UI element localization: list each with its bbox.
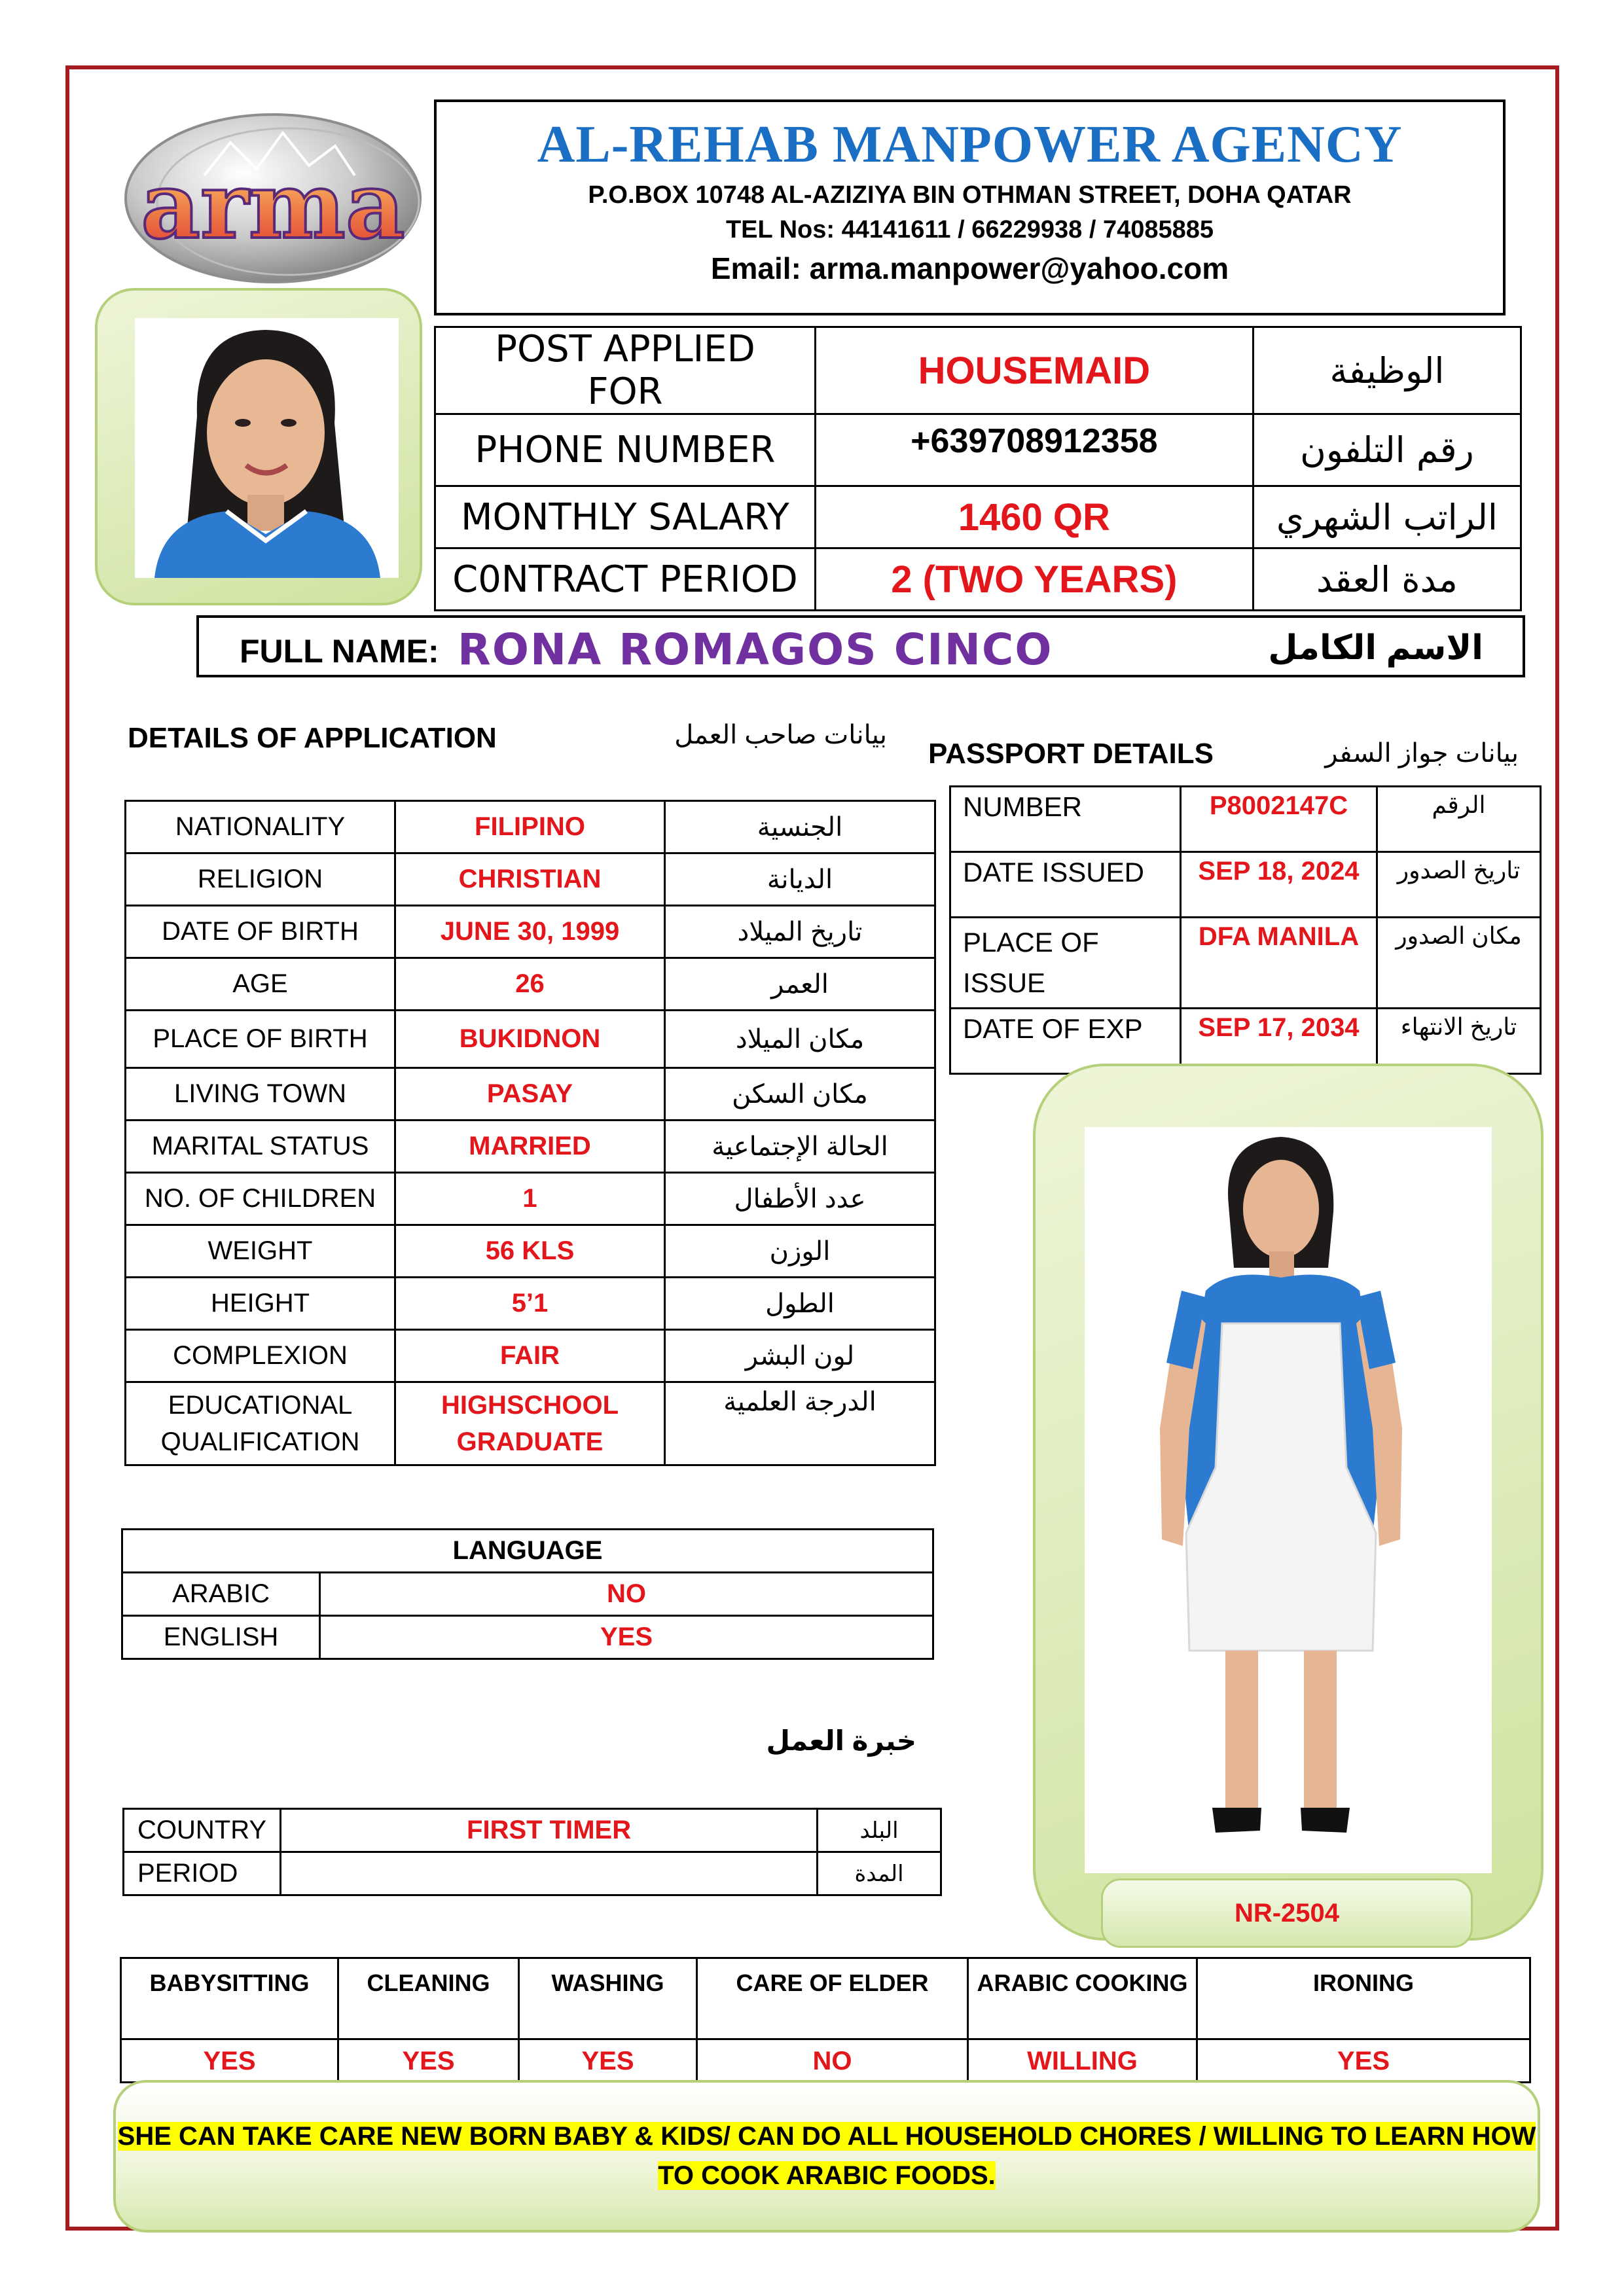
contract-value: 2 (TWO YEARS) xyxy=(815,548,1253,611)
detail-arabic: الطول xyxy=(665,1278,935,1330)
experience-title-arabic: خبرة العمل xyxy=(766,1725,916,1756)
passport-value: P8002147C xyxy=(1181,787,1377,852)
table-row xyxy=(126,958,935,1011)
detail-value: PASAY xyxy=(395,1068,665,1121)
table-row xyxy=(126,906,935,958)
passport-arabic: الرقم xyxy=(1377,787,1541,852)
passport-value: SEP 18, 2024 xyxy=(1181,852,1377,918)
detail-arabic: الوزن xyxy=(665,1225,935,1278)
detail-label: WEIGHT xyxy=(126,1225,395,1278)
language-label: ARABIC xyxy=(122,1573,320,1616)
post-value: HOUSEMAID xyxy=(815,327,1253,414)
details-title-arabic: بيانات صاحب العمل xyxy=(674,721,887,749)
agency-name: AL-REHAB MANPOWER AGENCY xyxy=(537,116,1403,173)
table-row xyxy=(126,1382,935,1465)
detail-value: HIGHSCHOOL GRADUATE xyxy=(395,1382,665,1465)
detail-value: CHRISTIAN xyxy=(395,853,665,906)
remarks-text xyxy=(116,2117,1538,2195)
remarks-box xyxy=(113,2080,1540,2233)
detail-value: 26 xyxy=(395,958,665,1011)
salary-label: MONTHLY SALARY xyxy=(435,486,816,548)
detail-arabic: الجنسية xyxy=(665,801,935,853)
detail-label: LIVING TOWN xyxy=(126,1068,395,1121)
headshot-photo xyxy=(135,318,399,578)
detail-arabic: الحالة الإجتماعية xyxy=(665,1121,935,1173)
table-row xyxy=(126,1278,935,1330)
detail-label: MARITAL STATUS xyxy=(126,1121,395,1173)
passport-arabic: تاريخ الصدور xyxy=(1377,852,1541,918)
experience-value xyxy=(281,1852,818,1895)
passport-label: NUMBER xyxy=(950,787,1181,852)
table-row xyxy=(126,853,935,906)
passport-arabic: تاريخ الانتهاء xyxy=(1377,1009,1541,1074)
skill-value: NO xyxy=(697,2039,968,2083)
passport-label: PLACE OF ISSUE xyxy=(950,918,1181,1009)
job-info-row xyxy=(435,548,1521,611)
table-row xyxy=(124,1809,941,1852)
detail-arabic: مكان الميلاد xyxy=(665,1011,935,1068)
detail-label: DATE OF BIRTH xyxy=(126,906,395,958)
language-table xyxy=(121,1528,934,1660)
full-body-photo xyxy=(1085,1127,1492,1873)
detail-arabic: لون البشر xyxy=(665,1330,935,1382)
full-body-frame xyxy=(1033,1064,1543,1941)
job-info-table xyxy=(434,326,1522,611)
agency-logo xyxy=(119,103,427,293)
agency-email: Email: arma.manpower@yahoo.com xyxy=(710,251,1229,285)
language-value: YES xyxy=(320,1616,933,1659)
passport-label: DATE OF EXP xyxy=(950,1009,1181,1074)
phone-label: PHONE NUMBER xyxy=(435,414,816,486)
detail-value: BUKIDNON xyxy=(395,1011,665,1068)
detail-value: JUNE 30, 1999 xyxy=(395,906,665,958)
skills-header-row xyxy=(121,1958,1530,2039)
experience-arabic: البلد xyxy=(818,1809,941,1852)
agency-address: P.O.BOX 10748 AL-AZIZIYA BIN OTHMAN STREET, DOHA QATAR xyxy=(588,181,1352,209)
passport-value: DFA MANILA xyxy=(1181,918,1377,1009)
detail-arabic: مكان السكن xyxy=(665,1068,935,1121)
passport-table xyxy=(949,785,1542,1075)
table-row xyxy=(124,1852,941,1895)
details-title: DETAILS OF APPLICATION xyxy=(128,722,497,754)
table-row xyxy=(126,1173,935,1225)
detail-arabic: الديانة xyxy=(665,853,935,906)
detail-value: 5’1 xyxy=(395,1278,665,1330)
skill-label: CLEANING xyxy=(338,1958,519,2039)
full-name-box xyxy=(196,615,1525,677)
agency-header xyxy=(434,99,1506,315)
remarks-line-1: SHE CAN TAKE CARE NEW BORN BABY & KIDS/ CAN DO ALL HOUSEHOLD CHORES / WILLING TO LEARN HOW xyxy=(117,2122,1536,2151)
detail-label: NATIONALITY xyxy=(126,801,395,853)
table-row xyxy=(126,801,935,853)
detail-label: AGE xyxy=(126,958,395,1011)
detail-arabic: الدرجة العلمية xyxy=(665,1382,935,1465)
skill-label: WASHING xyxy=(519,1958,697,2039)
detail-label: HEIGHT xyxy=(126,1278,395,1330)
post-label: POST APPLIED FOR xyxy=(435,327,816,414)
experience-label: PERIOD xyxy=(124,1852,281,1895)
phone-arabic: رقم التلفون xyxy=(1253,414,1521,486)
passport-value: SEP 17, 2034 xyxy=(1181,1009,1377,1074)
experience-label: COUNTRY xyxy=(124,1809,281,1852)
table-row xyxy=(122,1573,933,1616)
detail-arabic: تاريخ الميلاد xyxy=(665,906,935,958)
detail-value: 1 xyxy=(395,1173,665,1225)
detail-label: EDUCATIONAL QUALIFICATION xyxy=(126,1382,395,1465)
skill-label: BABYSITTING xyxy=(121,1958,338,2039)
experience-table xyxy=(122,1808,942,1896)
agency-tel: TEL Nos: 44141611 / 66229938 / 74085885 xyxy=(725,216,1214,243)
skill-label: IRONING xyxy=(1197,1958,1530,2039)
table-row xyxy=(126,1225,935,1278)
table-row xyxy=(126,1121,935,1173)
passport-title-arabic: بيانات جواز السفر xyxy=(1325,739,1519,768)
skill-value: YES xyxy=(519,2039,697,2083)
salary-value: 1460 QR xyxy=(815,486,1253,548)
skill-value: WILLING xyxy=(968,2039,1197,2083)
experience-value: FIRST TIMER xyxy=(281,1809,818,1852)
passport-label: DATE ISSUED xyxy=(950,852,1181,918)
full-name-label: FULL NAME: xyxy=(240,633,439,670)
skill-value: YES xyxy=(338,2039,519,2083)
full-name-value: RONA ROMAGOS CINCO xyxy=(458,624,1053,675)
detail-label: NO. OF CHILDREN xyxy=(126,1173,395,1225)
job-info-row xyxy=(435,414,1521,486)
table-row xyxy=(126,1011,935,1068)
passport-title: PASSPORT DETAILS xyxy=(928,738,1214,770)
passport-arabic: مكان الصدور xyxy=(1377,918,1541,1009)
language-value: NO xyxy=(320,1573,933,1616)
table-row xyxy=(950,918,1541,1009)
language-title: LANGUAGE xyxy=(122,1530,933,1573)
table-row xyxy=(950,852,1541,918)
contract-label: C0NTRACT PERIOD xyxy=(435,548,816,611)
phone-value: +639708912358 xyxy=(815,414,1253,486)
table-row xyxy=(126,1068,935,1121)
salary-arabic: الراتب الشهري xyxy=(1253,486,1521,548)
skill-label: ARABIC COOKING xyxy=(968,1958,1197,2039)
headshot-frame xyxy=(95,288,422,605)
reference-badge: NR-2504 xyxy=(1101,1878,1473,1948)
skill-value: YES xyxy=(1197,2039,1530,2083)
detail-label: RELIGION xyxy=(126,853,395,906)
detail-arabic: عدد الأطفال xyxy=(665,1173,935,1225)
skills-value-row xyxy=(121,2039,1530,2083)
full-name-arabic: الاسم الكامل xyxy=(1268,629,1483,667)
table-row xyxy=(122,1530,933,1573)
table-row xyxy=(950,787,1541,852)
detail-value: FILIPINO xyxy=(395,801,665,853)
post-arabic: الوظيفة xyxy=(1253,327,1521,414)
detail-value: 56 KLS xyxy=(395,1225,665,1278)
job-info-row xyxy=(435,486,1521,548)
logo-text: arma xyxy=(141,152,405,260)
detail-arabic: العمر xyxy=(665,958,935,1011)
table-row xyxy=(122,1616,933,1659)
detail-value: FAIR xyxy=(395,1330,665,1382)
experience-arabic: المدة xyxy=(818,1852,941,1895)
job-info-row xyxy=(435,327,1521,414)
detail-label: COMPLEXION xyxy=(126,1330,395,1382)
detail-label: PLACE OF BIRTH xyxy=(126,1011,395,1068)
personal-details-table xyxy=(124,800,936,1466)
language-label: ENGLISH xyxy=(122,1616,320,1659)
contract-arabic: مدة العقد xyxy=(1253,548,1521,611)
detail-value: MARRIED xyxy=(395,1121,665,1173)
skills-table xyxy=(120,1957,1531,2083)
skill-label: CARE OF ELDER xyxy=(697,1958,968,2039)
table-row xyxy=(126,1330,935,1382)
remarks-line-2: TO COOK ARABIC FOODS. xyxy=(658,2161,996,2190)
skill-value: YES xyxy=(121,2039,338,2083)
